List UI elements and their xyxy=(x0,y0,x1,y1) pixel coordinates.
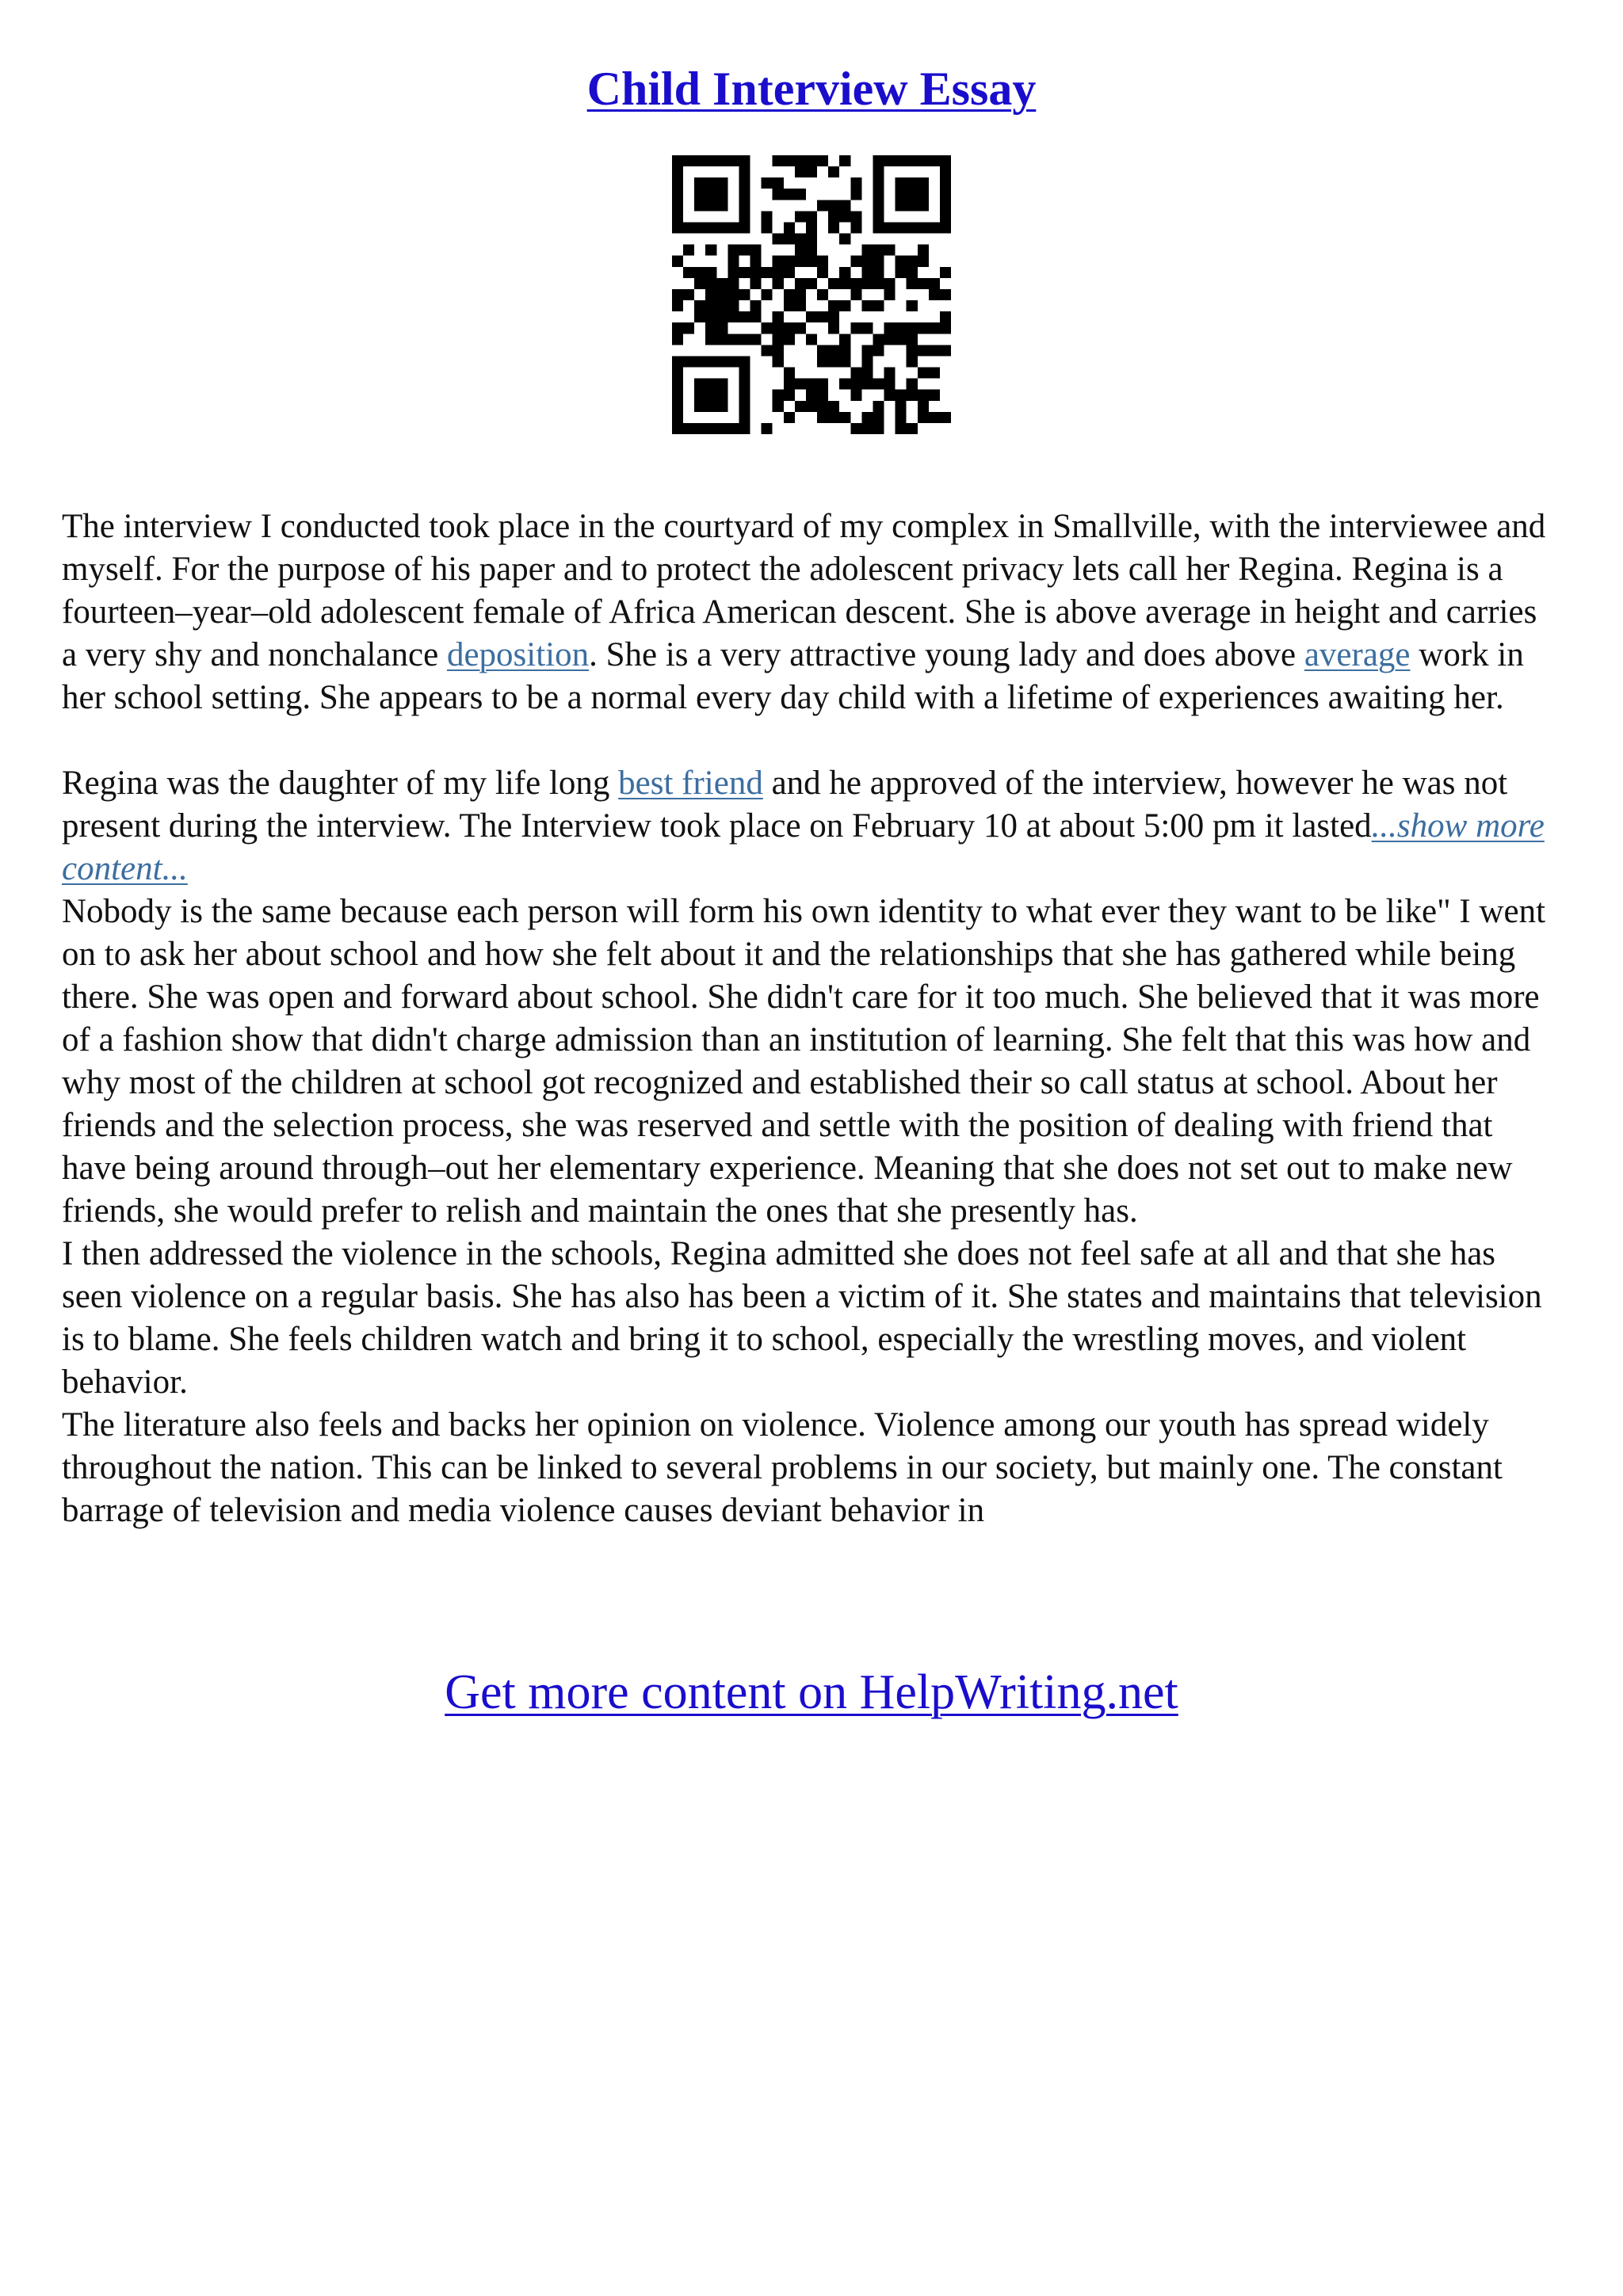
qr-module xyxy=(773,334,784,345)
qr-module xyxy=(672,256,683,267)
qr-module xyxy=(762,345,773,356)
qr-module xyxy=(683,322,694,334)
qr-module xyxy=(672,322,683,334)
qr-module xyxy=(929,322,940,334)
qr-module xyxy=(907,334,918,345)
qr-module xyxy=(739,334,750,345)
qr-module xyxy=(873,256,884,267)
paragraph-text: . She is a very attractive young lady and does above xyxy=(589,636,1304,673)
qr-module xyxy=(828,311,839,322)
qr-module xyxy=(773,189,784,200)
qr-module xyxy=(828,211,839,222)
qr-module xyxy=(817,356,828,367)
qr-module xyxy=(850,177,861,189)
qr-module xyxy=(839,345,850,356)
qr-module xyxy=(828,300,839,311)
qr-module xyxy=(716,322,727,334)
qr-module xyxy=(694,300,705,311)
qr-module xyxy=(739,267,750,278)
qr-module xyxy=(839,379,850,390)
qr-module xyxy=(817,401,828,412)
qr-module xyxy=(716,289,727,300)
qr-module xyxy=(795,256,806,267)
show-more-link[interactable]: ...show more content... xyxy=(62,807,1545,887)
paragraph-gap xyxy=(62,719,1560,762)
qr-module xyxy=(727,334,739,345)
qr-module xyxy=(795,166,806,177)
qr-module xyxy=(705,322,716,334)
qr-module xyxy=(806,222,817,233)
qr-module xyxy=(884,322,896,334)
paragraph-text: The interview I conducted took place in the courtyard of my complex in Smallville, with the interviewee and myself. For the purpose of his paper and to protect the adolescent privacy lets call her Regina. Regina is a fourteen–year–old adolescent female of Africa American descent. She is above average in height and carries a very shy and nonchalance xyxy=(62,508,1546,673)
qr-module xyxy=(918,368,929,379)
qr-module xyxy=(918,322,929,334)
qr-module xyxy=(762,289,773,300)
qr-module xyxy=(817,200,828,211)
qr-module xyxy=(806,379,817,390)
qr-module xyxy=(850,222,861,233)
qr-module xyxy=(940,267,951,278)
qr-module xyxy=(850,368,861,379)
qr-module xyxy=(850,256,861,267)
qr-module xyxy=(727,311,739,322)
qr-module xyxy=(839,267,850,278)
qr-module xyxy=(716,334,727,345)
qr-module xyxy=(683,245,694,256)
essay-body xyxy=(62,505,1560,1532)
qr-module xyxy=(884,278,896,289)
qr-module xyxy=(773,311,784,322)
paragraph-school: Nobody is the same because each person will form his own identity to what ever they want to be like" I went on to ask her about school and how she felt about it and the relationships that she has gathered while being there. She was open and forward about school. She didn't care for it too much. She believed that it was more of a fashion show that didn't charge admission than an institution of learning. She felt that this was how and why most of the children at school got recognized and established their so call status at school. About her friends and the selection process, she was reserved and settle with the position of dealing with friend that have being around through–out her elementary experience. Meaning that she does not set out to make new friends, she would prefer to relish and maintain the ones that she presently has. xyxy=(62,893,1546,1230)
qr-module xyxy=(828,166,839,177)
qr-module xyxy=(683,289,694,300)
qr-module xyxy=(784,379,795,390)
qr-module xyxy=(839,234,850,245)
qr-module xyxy=(850,278,861,289)
qr-module xyxy=(705,334,716,345)
document-title-link[interactable]: Child Interview Essay xyxy=(586,63,1037,115)
qr-module xyxy=(861,256,873,267)
document-title-wrap xyxy=(0,57,1623,120)
qr-module xyxy=(907,278,918,289)
qr-module xyxy=(705,245,716,256)
qr-module xyxy=(839,412,850,423)
qr-module xyxy=(672,300,683,311)
qr-module xyxy=(750,334,762,345)
qr-module xyxy=(727,300,739,311)
qr-module xyxy=(940,345,951,356)
paragraph-violence: I then addressed the violence in the schools, Regina admitted she does not feel safe at all and that she has seen violence on a regular basis. She has also has been a victim of it. She states and maintains that television is to blame. She feels children watch and bring it to school, especially the wrestling moves, and violent behavior. xyxy=(62,1235,1542,1401)
qr-module xyxy=(929,368,940,379)
qr-module xyxy=(861,379,873,390)
qr-module xyxy=(806,334,817,345)
qr-module xyxy=(896,390,907,401)
qr-module xyxy=(839,300,850,311)
qr-module xyxy=(795,155,806,166)
qr-module xyxy=(795,401,806,412)
qr-module xyxy=(884,390,896,401)
qr-module xyxy=(896,412,907,423)
qr-module xyxy=(940,322,951,334)
qr-module xyxy=(873,401,884,412)
qr-module xyxy=(795,189,806,200)
qr-module xyxy=(784,322,795,334)
qr-module xyxy=(884,368,896,379)
qr-module xyxy=(907,379,918,390)
qr-module xyxy=(817,289,828,300)
link-best-friend[interactable]: best friend xyxy=(618,765,763,802)
qr-module xyxy=(817,155,828,166)
qr-module xyxy=(750,256,762,267)
qr-module xyxy=(762,322,773,334)
qr-module xyxy=(873,267,884,278)
qr-module xyxy=(773,256,784,267)
qr-module xyxy=(727,289,739,300)
qr-module xyxy=(839,211,850,222)
qr-module xyxy=(873,412,884,423)
qr-module xyxy=(873,245,884,256)
qr-module xyxy=(784,155,795,166)
paragraph-background xyxy=(62,762,1560,891)
qr-module xyxy=(873,423,884,434)
qr-module xyxy=(828,222,839,233)
qr-module xyxy=(929,390,940,401)
qr-module xyxy=(839,200,850,211)
qr-module xyxy=(806,155,817,166)
qr-module xyxy=(896,334,907,345)
qr-module xyxy=(806,166,817,177)
qr-module xyxy=(896,256,907,267)
qr-module xyxy=(861,267,873,278)
qr-module xyxy=(828,322,839,334)
qr-module xyxy=(861,423,873,434)
qr-module xyxy=(795,289,806,300)
qr-module xyxy=(873,300,884,311)
qr-module xyxy=(727,245,739,256)
qr-module xyxy=(762,177,773,189)
qr-module xyxy=(884,245,896,256)
qr-code-icon xyxy=(672,155,951,434)
link-deposition[interactable]: deposition xyxy=(446,636,590,673)
qr-module xyxy=(705,311,716,322)
qr-module xyxy=(705,278,716,289)
qr-module xyxy=(739,289,750,300)
qr-module xyxy=(716,300,727,311)
qr-module xyxy=(861,412,873,423)
qr-module xyxy=(907,322,918,334)
qr-module xyxy=(762,211,773,222)
qr-module xyxy=(817,345,828,356)
qr-module xyxy=(806,278,817,289)
qr-module xyxy=(784,368,795,379)
qr-module xyxy=(727,278,739,289)
qr-module xyxy=(907,267,918,278)
qr-module xyxy=(784,334,795,345)
qr-module xyxy=(705,267,716,278)
qr-module xyxy=(907,356,918,367)
qr-module xyxy=(918,245,929,256)
qr-module xyxy=(716,311,727,322)
qr-module xyxy=(773,155,784,166)
qr-module xyxy=(850,379,861,390)
qr-module xyxy=(828,356,839,367)
paragraph-text: Regina was the daughter of my life long xyxy=(62,765,619,802)
qr-module xyxy=(795,322,806,334)
qr-module xyxy=(940,289,951,300)
qr-module xyxy=(861,278,873,289)
paragraph-intro xyxy=(62,505,1560,719)
qr-module xyxy=(896,401,907,412)
qr-module xyxy=(784,390,795,401)
footer-wrap xyxy=(0,1661,1623,1724)
qr-module xyxy=(727,267,739,278)
qr-module xyxy=(739,311,750,322)
qr-module xyxy=(839,334,850,345)
qr-module xyxy=(828,278,839,289)
qr-module xyxy=(784,267,795,278)
qr-module xyxy=(806,390,817,401)
qr-module xyxy=(839,278,850,289)
qr-module xyxy=(918,278,929,289)
qr-module xyxy=(739,245,750,256)
paragraph-literature: The literature also feels and backs her opinion on violence. Violence among our youth has spread widely throughout the nation. This can be linked to several problems in our society, but mainly one. The constant barrage of television and media violence causes deviant behavior in xyxy=(62,1406,1503,1529)
qr-module xyxy=(850,211,861,222)
qr-module xyxy=(773,356,784,367)
qr-module xyxy=(896,423,907,434)
qr-module xyxy=(795,234,806,245)
qr-module xyxy=(806,256,817,267)
qr-module xyxy=(873,278,884,289)
qr-module xyxy=(716,278,727,289)
qr-module xyxy=(850,322,861,334)
qr-module xyxy=(694,278,705,289)
qr-module xyxy=(907,345,918,356)
qr-module xyxy=(773,177,784,189)
qr-module xyxy=(784,300,795,311)
qr-module xyxy=(839,155,850,166)
qr-module xyxy=(773,390,784,401)
qr-module xyxy=(705,289,716,300)
qr-module xyxy=(784,189,795,200)
qr-module xyxy=(773,267,784,278)
qr-module xyxy=(672,289,683,300)
qr-module xyxy=(884,289,896,300)
qr-module xyxy=(929,412,940,423)
link-average[interactable]: average xyxy=(1304,636,1411,673)
qr-module xyxy=(896,267,907,278)
qr-module xyxy=(694,311,705,322)
qr-module xyxy=(784,256,795,267)
qr-module xyxy=(850,423,861,434)
qr-module xyxy=(918,401,929,412)
qr-module xyxy=(762,423,773,434)
qr-module xyxy=(806,211,817,222)
qr-module xyxy=(750,245,762,256)
qr-module xyxy=(907,300,918,311)
qr-module xyxy=(806,401,817,412)
qr-module xyxy=(828,200,839,211)
qr-module xyxy=(795,245,806,256)
qr-module xyxy=(762,267,773,278)
qr-module xyxy=(873,379,884,390)
qr-module xyxy=(773,278,784,289)
qr-module xyxy=(873,334,884,345)
footer-link[interactable]: Get more content on HelpWriting.net xyxy=(445,1665,1178,1719)
qr-module xyxy=(907,423,918,434)
qr-module xyxy=(861,368,873,379)
qr-module xyxy=(918,256,929,267)
paragraph-text: and he approved of the interview, however he was not present during the interview. The Interview took place on February 10 at about 5:00 pm it lasted xyxy=(62,765,1508,845)
qr-module xyxy=(795,379,806,390)
qr-module xyxy=(861,245,873,256)
qr-module xyxy=(929,289,940,300)
qr-module xyxy=(918,345,929,356)
qr-module xyxy=(850,289,861,300)
qr-module xyxy=(784,289,795,300)
qr-module xyxy=(750,278,762,289)
qr-module xyxy=(828,401,839,412)
qr-module xyxy=(861,345,873,356)
qr-module xyxy=(907,256,918,267)
qr-module xyxy=(850,390,861,401)
qr-module xyxy=(907,390,918,401)
qr-module xyxy=(929,345,940,356)
qr-module xyxy=(683,267,694,278)
qr-module xyxy=(918,390,929,401)
qr-module xyxy=(672,334,683,345)
qr-module xyxy=(817,390,828,401)
qr-module xyxy=(817,311,828,322)
qr-module xyxy=(929,278,940,289)
qr-module xyxy=(784,412,795,423)
qr-module xyxy=(873,345,884,356)
qr-module xyxy=(750,267,762,278)
qr-module xyxy=(784,222,795,233)
qr-module xyxy=(817,379,828,390)
qr-module xyxy=(828,345,839,356)
qr-module xyxy=(795,300,806,311)
qr-module xyxy=(705,300,716,311)
qr-module xyxy=(839,356,850,367)
qr-module xyxy=(850,189,861,200)
qr-module xyxy=(918,412,929,423)
qr-module xyxy=(940,412,951,423)
qr-module xyxy=(694,267,705,278)
qr-module xyxy=(750,300,762,311)
qr-module xyxy=(773,322,784,334)
qr-module xyxy=(817,256,828,267)
qr-module xyxy=(817,412,828,423)
qr-module xyxy=(940,311,951,322)
qr-module xyxy=(806,311,817,322)
qr-module xyxy=(806,245,817,256)
qr-module xyxy=(806,234,817,245)
qr-module xyxy=(817,267,828,278)
qr-module xyxy=(884,379,896,390)
qr-module xyxy=(750,311,762,322)
paragraph-text: work in her school setting. She appears to be a normal every day child with a lifetime of experiences awaiting her. xyxy=(62,636,1524,716)
qr-module xyxy=(861,322,873,334)
qr-module xyxy=(784,234,795,245)
qr-module xyxy=(795,211,806,222)
qr-module xyxy=(773,345,784,356)
qr-module xyxy=(861,356,873,367)
qr-module xyxy=(884,334,896,345)
qr-module xyxy=(861,300,873,311)
qr-module xyxy=(896,322,907,334)
qr-module xyxy=(762,222,773,233)
qr-module xyxy=(773,234,784,245)
qr-module xyxy=(773,401,784,412)
qr-module xyxy=(795,278,806,289)
qr-module xyxy=(727,256,739,267)
qr-module xyxy=(828,412,839,423)
